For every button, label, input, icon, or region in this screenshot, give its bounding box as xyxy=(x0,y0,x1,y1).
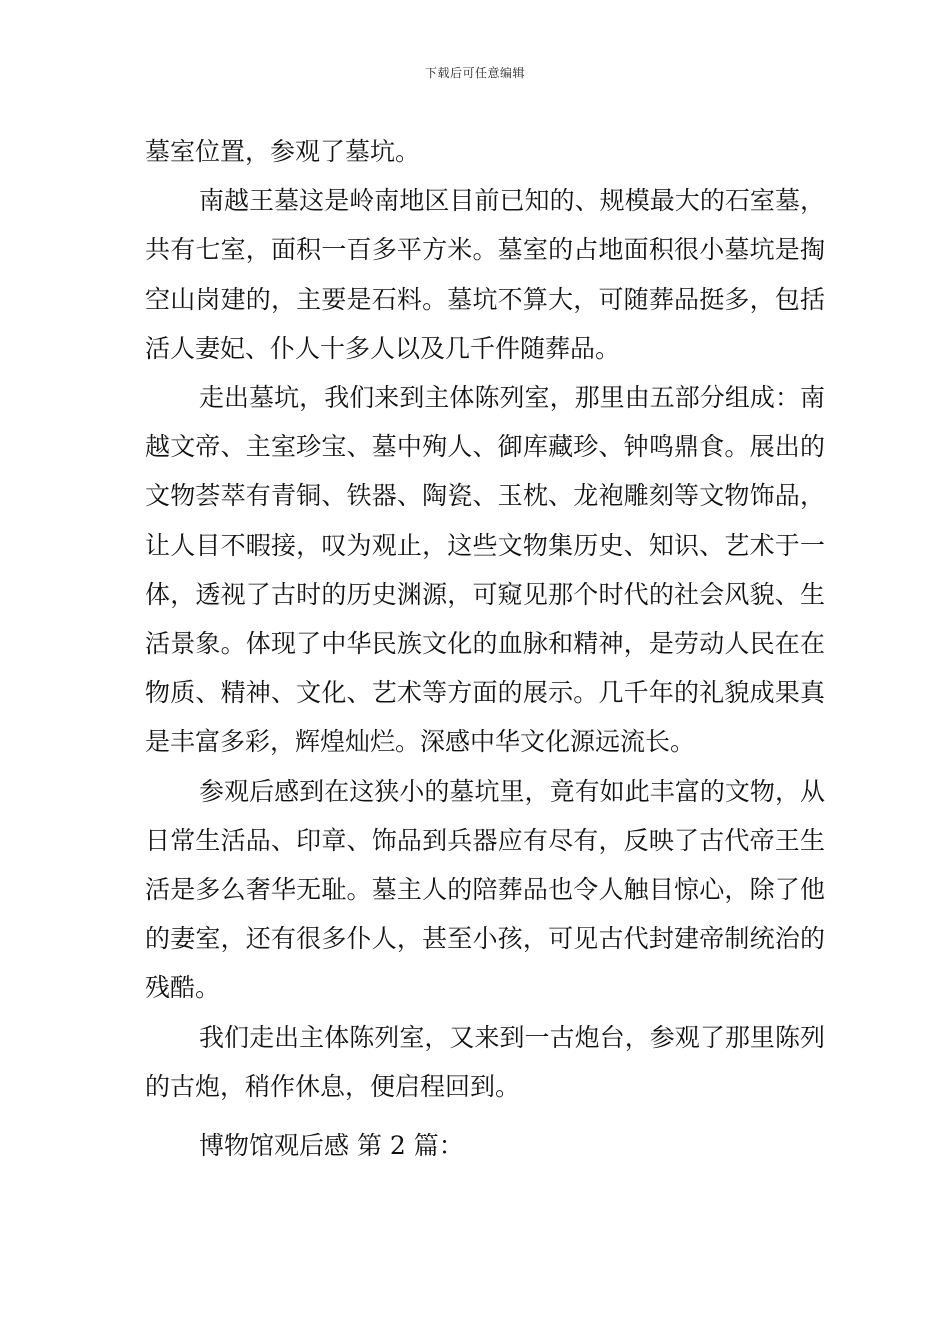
paragraph-tomb-description: 南越王墓这是岭南地区目前已知的、规模最大的石室墓，共有七室，面积一百多平方米。墓室的占地面积很小墓坑是掏空山岗建的，主要是石料。墓坑不算大，可随葬品挺多，包括活人妻妃、仆人十多人以及几千件随葬品。 xyxy=(145,186,825,363)
section-heading: 博物馆观后感 第 2 篇： xyxy=(199,1131,464,1161)
paragraph-exhibition-hall: 走出墓坑，我们来到主体陈列室，那里由五部分组成：南越文帝、主室珍宝、墓中殉人、御库藏珍、钟鸣鼎食。展出的文物荟萃有青铜、铁器、陶瓷、玉枕、龙袍雕刻等文物饰品，让人目不暇接，叹为观止，这些文物集历史、知识、艺术于一体，透视了古时的历史渊源，可窥见那个时代的社会风貌、生活景象。体现了中华民族文化的血脉和精神，是劳动人民在在物质、精神、文化、艺术等方面的展示。几千年的礼貌成果真是丰富多彩，辉煌灿烂。深感中华文化源远流长。 xyxy=(145,383,825,757)
paragraph-reflection: 参观后感到在这狭小的墓坑里，竟有如此丰富的文物，从日常生活品、印章、饰品到兵器应有尽有，反映了古代帝王生活是多么奢华无耻。墓主人的陪葬品也令人触目惊心，除了他的妻室，还有很多仆人，甚至小孩，可见古代封建帝制统治的残酷。 xyxy=(145,776,825,1003)
page-header: 下载后可任意编辑 xyxy=(424,66,525,80)
paragraph-continuation: 墓室位置，参观了墓坑。 xyxy=(145,137,421,166)
paragraph-cannon-platform: 我们走出主体陈列室，又来到一古炮台，参观了那里陈列的古炮，稍作休息，便启程回到。 xyxy=(145,1022,825,1101)
document-body xyxy=(145,127,825,1170)
